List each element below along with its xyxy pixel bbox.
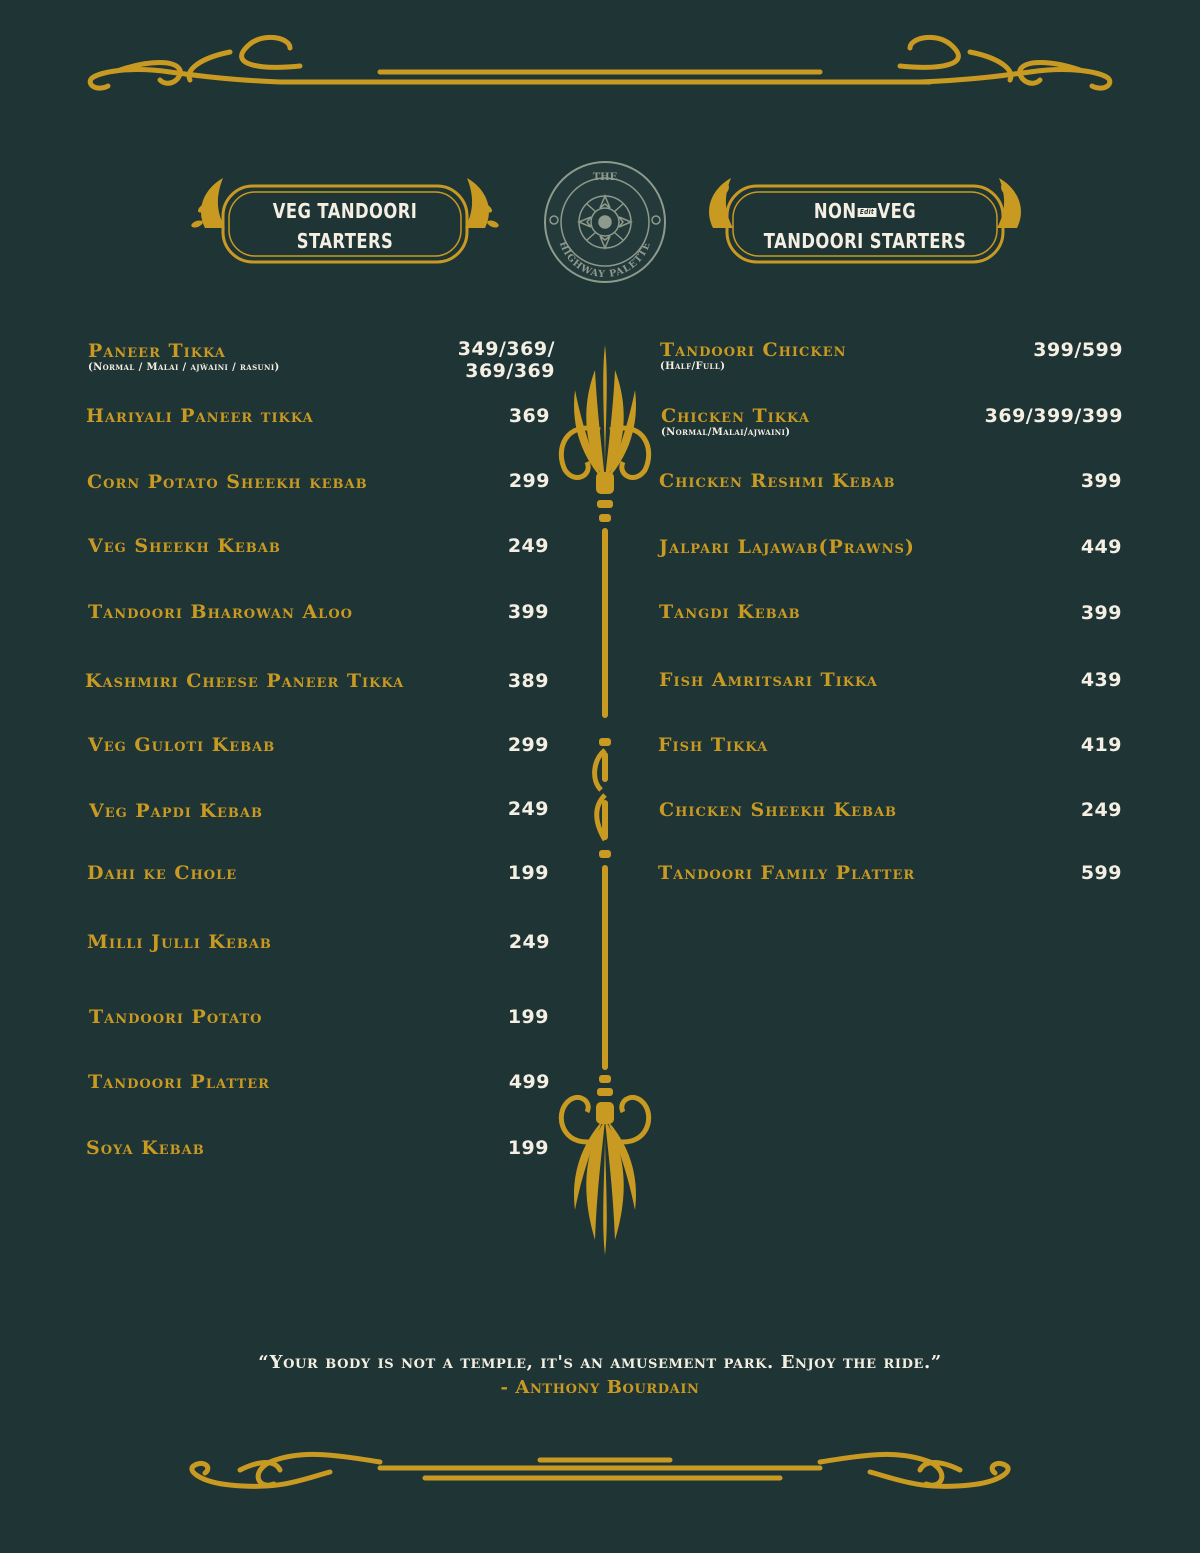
quote-text: “Your body is not a temple, it's an amusement park. Enjoy the ride.” [258,1352,942,1373]
quote-block [0,1350,1200,1400]
menu-item-price: 249 [508,931,550,953]
menu-item-options: (Normal/Malai/ajwaini) [661,427,791,438]
menu-item-name: Tangdi Kebab [659,601,801,623]
veg-section-title [214,196,476,256]
veg-title-line1: VEG TANDOORI [272,199,418,223]
menu-item-price: 599 [1080,862,1122,884]
menu-item-name: Tandoori Chicken (Half/Full) [660,339,847,372]
menu-item-name: Veg Sheekh Kebab [88,535,281,557]
menu-item-name: Kashmiri Cheese Paneer Tikka [85,670,405,692]
highway-palette-logo [540,160,670,290]
menu-item-price: 399 [1080,470,1122,492]
menu-item-options: (Normal / Malai / ajẁaini / rasuni) [88,362,280,373]
menu-item-name: Veg Papdi Kebab [89,800,263,822]
menu-item-price: 249 [507,798,549,820]
nonveg-title-part-a: NON [813,199,857,223]
top-ornament [0,30,1200,105]
menu-item-name: Milli Julli Kebab [87,931,272,953]
menu-item-name: Tandoori Family Platter [658,862,916,884]
nonveg-section-header [705,168,1025,278]
logo-top-text: THE [592,172,618,183]
veg-title-line2: STARTERS [296,229,394,253]
menu-item-price: 399 [507,601,549,623]
menu-item-price: 349/369/ 369/369 [457,338,555,382]
menu-item-name: Corn Potato Sheekh kebab [87,471,368,493]
nonveg-title-edit-tag: Edit [857,208,876,217]
menu-item-name: Chicken Tikka (Normal/Malai/ajwaini) [661,405,810,438]
menu-item-name: Fish Tikka [658,734,769,756]
menu-item-price: 299 [507,734,549,756]
menu-item-name: Chicken Sheekh Kebab [659,799,898,821]
quote-author: - Anthony Bourdain [500,1377,700,1398]
bottom-ornament [0,1440,1200,1515]
menu-item-options: (Half/Full) [660,361,726,372]
menu-item-price: 449 [1080,536,1122,558]
menu-item-name: Hariyali Paneer tikka [86,405,314,427]
menu-item-name: Veg Guloti Kebab [88,734,276,756]
menu-item-price: 389 [507,670,549,692]
menu-item-name: Fish Amritsari Tikka [659,669,878,691]
menu-item-name: Tandoori Bharowan Aloo [88,601,353,623]
nonveg-section-title [734,196,996,256]
menu-item-price: 199 [507,1137,549,1159]
nonveg-title-line2: TANDOORI STARTERS [763,229,967,253]
nonveg-title-part-b: VEG [877,199,917,223]
menu-item-name: Soya Kebab [86,1137,205,1159]
menu-item-name: Chicken Reshmi Kebab [659,470,896,492]
menu-item-price: 249 [1080,799,1122,821]
menu-item-price: 439 [1080,669,1122,691]
menu-item-price: 399/599 [1033,339,1123,361]
menu-item-price: 249 [507,535,549,557]
menu-item-price: 199 [507,862,549,884]
menu-item-price: 499 [508,1071,550,1093]
menu-item-price: 299 [508,470,550,492]
logo-ring-text: HIGHWAY PALETTE [556,239,654,281]
menu-item-name: Paneer Tikka (Normal / Malai / ajẁaini / rasuni) [88,340,280,373]
center-divider-ornament [545,340,665,1260]
veg-section-header [185,168,505,278]
menu-item-name: Tandoori Potato [89,1006,263,1028]
menu-item-name: Dahi ke Chole [87,862,238,884]
menu-item-price: 399 [1080,602,1122,624]
menu-item-name: Jalpari Lajawab(Prawns) [659,536,915,558]
menu-item-price: 199 [507,1006,549,1028]
menu-item-price: 369 [508,405,550,427]
menu-item-name: Tandoori Platter [88,1071,270,1093]
menu-item-price: 369/399/399 [984,405,1123,427]
menu-item-price: 419 [1080,734,1122,756]
